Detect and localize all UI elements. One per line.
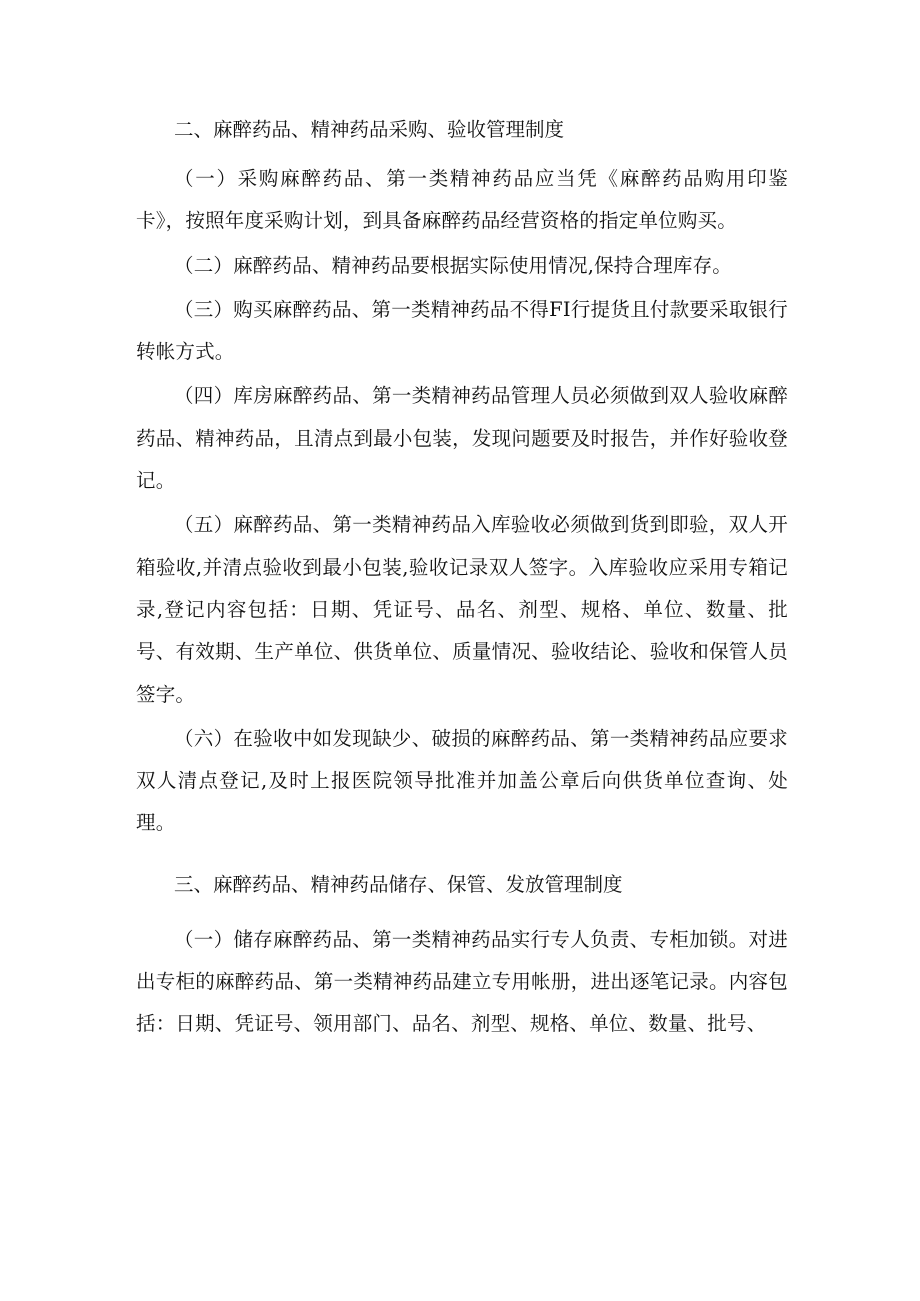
section-3-heading: 三、麻醉药品、精神药品储存、保管、发放管理制度 bbox=[174, 872, 623, 896]
section-3-paragraph-1: （一）储存麻醉药品、第一类精神药品实行专人负责、专柜加锁。对进出专柜的麻醉药品、第一类精神药品建立专用帐册，进出逐笔记录。内容包括：日期、凭证号、领用部门、品名、剂型、规格、单位、数量、批号、 bbox=[136, 927, 788, 1036]
document-page bbox=[136, 112, 788, 1046]
section-2-paragraph-1: （一）采购麻醉药品、第一类精神药品应当凭《麻醉药品购用印鉴卡》，按照年度采购计划，到具备麻醉药品经营资格的指定单位购买。 bbox=[136, 167, 788, 233]
section-2-paragraph-5: （五）麻醉药品、第一类精神药品入库验收必须做到货到即验，双人开箱验收,并清点验收到最小包装,验收记录双人签字。入库验收应采用专箱记录,登记内容包括：日期、凭证号、品名、剂型、规格、单位、数量、批号、有效期、生产单位、供货单位、质量情况、验收结论、验收和保管人员签字。 bbox=[136, 513, 788, 706]
section-2-paragraph-3: （三）购买麻醉药品、第一类精神药品不得FI行提货且付款要采取银行转帐方式。 bbox=[136, 297, 788, 364]
section-2-paragraph-2: （二）麻醉药品、精神药品要根据实际使用情况,保持合理库存。 bbox=[174, 253, 732, 277]
section-2-paragraph-4: （四）库房麻醉药品、第一类精神药品管理人员必须做到双人验收麻醉药品、精神药品，且清点到最小包装，发现问题要及时报告，并作好验收登记。 bbox=[136, 384, 788, 493]
section-2-heading: 二、麻醉药品、精神药品采购、验收管理制度 bbox=[174, 118, 565, 141]
section-2-paragraph-6: （六）在验收中如发现缺少、破损的麻醉药品、第一类精神药品应要求双人清点登记,及时上报医院领导批准并加盖公章后向供货单位查询、处理。 bbox=[136, 726, 788, 835]
